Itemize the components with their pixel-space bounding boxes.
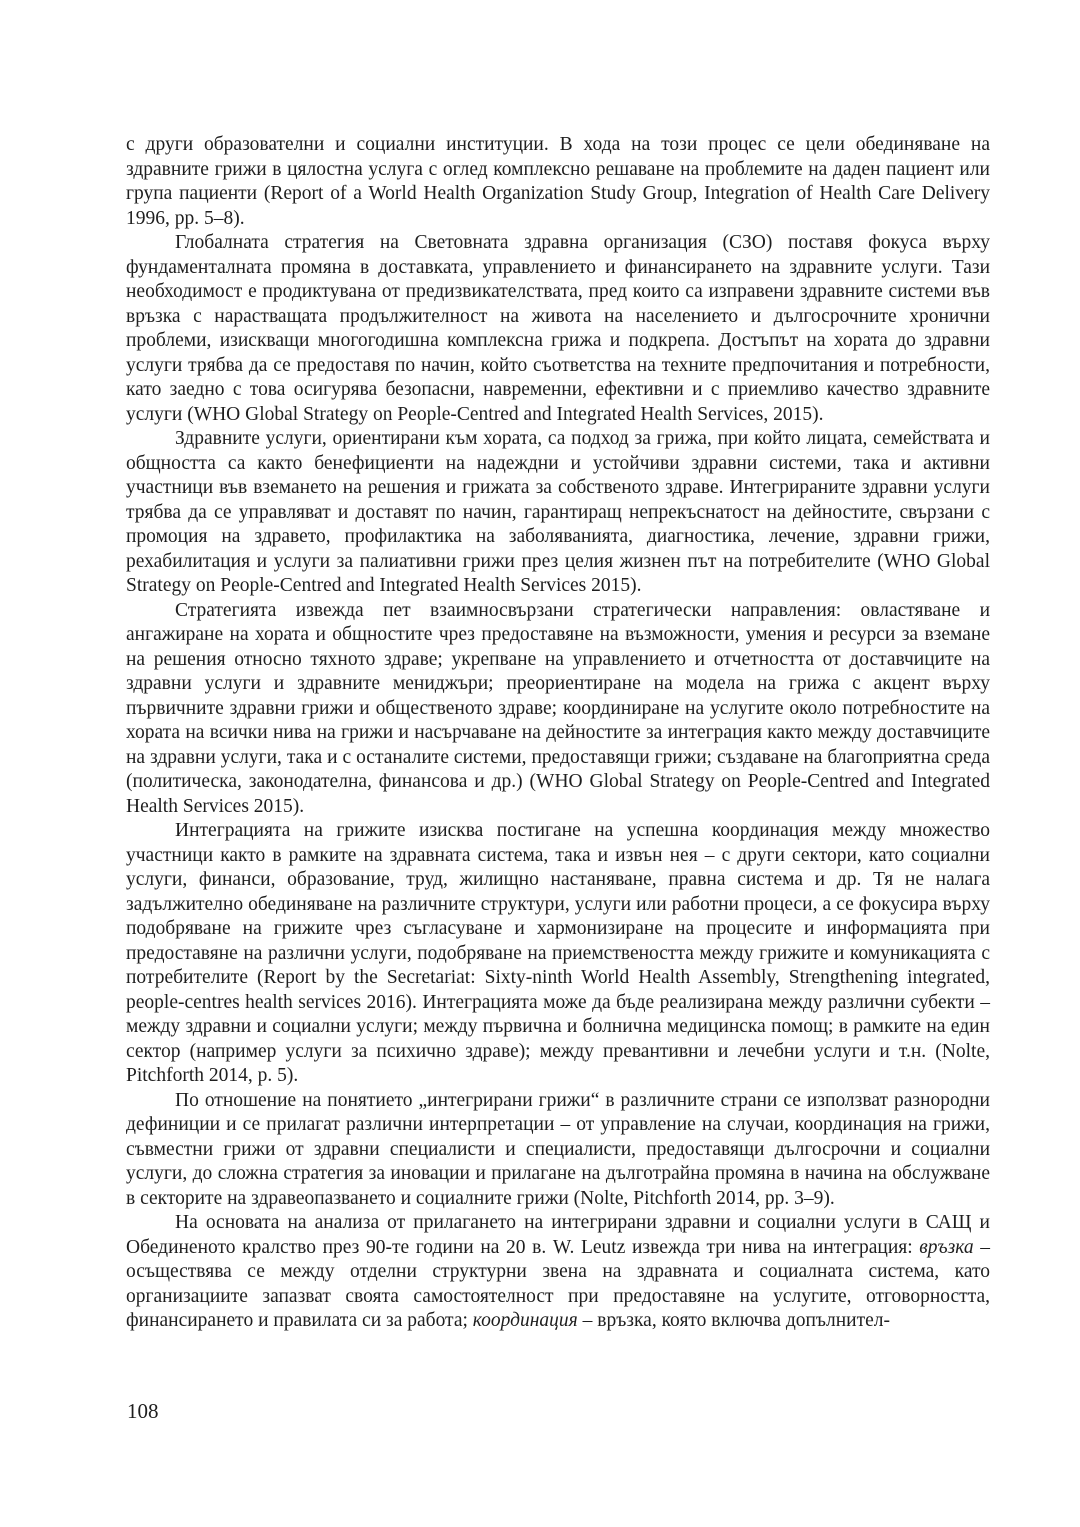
paragraph-2-text: Глобалната стратегия на Световната здравна организация (СЗО) поставя фокуса върху фундаменталната промяна в доставката, управлението и финансирането на здравните услуги. Тази необходимост е продиктувана от предизвикателствата, пред които са изправени здравните системи във връзка с нарастващата продължителност на живота на населението и дългосрочните хронични проблеми, изискващи многогодишна комплексна грижа и подкрепа. Достъпът на хората до здравни услуги трябва да се предоставя по начин, който съответства на техните предпочитания и потребности, като заедно с това осигурява безопасни, навременни, ефективни и с приемливо качество здравните услуги (WHO Global Strategy on People-Centred and Integrated Health Services, 2015). [126,232,990,425]
paragraph-7-text-3: – връзка, която включва допълнител- [577,1310,891,1331]
paragraph-4 [126,599,990,820]
term-link-italic: връзка [919,1236,974,1258]
page-number: 108 [127,1399,159,1423]
paragraph-3-text: Здравните услуги, ориентирани към хората, са подход за грижа, при който лицата, семействата и общността са както бенефициенти на надеждни и устойчиви здравни системи, така и активни участници във вземането на решения и грижата за собственото здраве. Интегрираните здравни услуги трябва да се управляват и доставят по начин, гарантиращ непрекъснатост на дейностите, свързани с промоция на здравето, профилактика на заболяванията, диагностика, лечение, здравни грижи, рехабилитация и услуги за палиативни грижи през целия жизнен път на потребителите (WHO Global Strategy on People-Centred and Integrated Health Services 2015). [126,428,990,596]
paragraph-7-text-1: На основата на анализа от прилагането на интегрирани здравни и социални услуги в САЩ и Обединеното кралство през 90-те години на 20 в. W. Leutz извежда три нива на интеграция: [126,1212,990,1258]
paragraph-1-text: с други образователни и социални институции. В хода на този процес се цели обединяване на здравните грижи в цялостна услуга с оглед комплексно решаване на проблемите на даден пациент или група пациенти (Report of a World Health Organization Study Group, Integration of Health Care Delivery 1996, pp. 5–8). [126,134,990,229]
term-coordination-italic: координация [472,1310,578,1331]
paragraph-7-text-2: – осъществява се между отделни структурни звена на здравната и социалната система, като организациите запазват своята самостоятелност при предоставяне на услугите, отговорността, финансирането и правилата си за работа; [126,1236,990,1331]
paragraph-6-text: По отношение на понятието „интегрирани грижи“ в различните страни се използват разнородни дефиниции и се прилагат различни интерпретации – от управление на случаи, координация на грижи, съвместни грижи от здравни специалисти и специалисти, предоставящи дългосрочни и социални услуги, до сложна стратегия за иновации и прилагане на дълготрайна промяна в начина на обслужване в секторите на здравеопазването и социалните грижи (Nolte, Pitchforth 2014, pp. 3–9). [126,1089,990,1209]
paragraph-5-text: Интеграцията на грижите изисква постигане на успешна координация между множество участници както в рамките на здравната система, така и извън нея – с други сектори, като социални услуги, финанси, образование, труд, жилищно настаняване, правна система и др. Тя не налага задължително обединяване на различните структури, услуги или работни процеси, а се фокусира върху подобряване на грижите чрез съгласуване и хармонизиране на процесите и информацията при предоставяне на различни услуги, подобряване на приемствеността между грижите и комуникацията с потребителите (Report by the Secretariat: Sixty-ninth World Health Assembly, Strengthening integrated, people-centres health services 2016). Интеграцията може да бъде реализирана между различни субекти – между здравни и социални услуги; между първична и болнична медицинска помощ; в рамките на един сектор (например услуги за психично здраве); между превантивни и лечебни услуги и т.н. (Nolte, Pitchforth 2014, p. 5). [126,820,990,1086]
body-text [126,133,990,1334]
paragraph-5 [126,819,990,1089]
paragraph-3 [126,427,990,599]
paragraph-7 [126,1211,990,1334]
paragraph-1 [126,133,990,231]
paragraph-6 [126,1089,990,1212]
paragraph-4-text: Стратегията извежда пет взаимносвързани стратегически направления: овластяване и ангажиране на хората и общностите чрез предоставяне на възможности, умения и ресурси за вземане на решения относно тяхното здраве; укрепване на управлението и отчетността от доставчиците на здравни услуги и здравните мениджъри; преориентиране на модела на грижа с акцент върху първичните здравни грижи и общественото здраве; координиране на услугите около потребностите на хората на всички нива на грижи и насърчаване на дейностите за интеграция както между доставчиците на здравни услуги, така и с останалите системи, предоставящи грижи; създаване на благоприятна среда (политическа, законодателна, финансова и др.) (WHO Global Strategy on People-Centred and Integrated Health Services 2015). [126,599,990,817]
paragraph-2 [126,231,990,427]
